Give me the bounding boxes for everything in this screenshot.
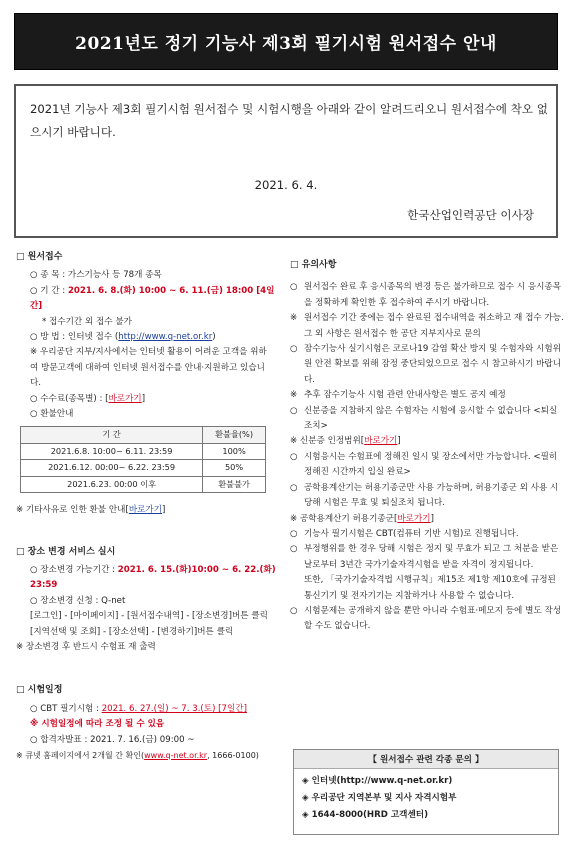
left-column <box>16 250 278 763</box>
item-text: 시험응시는 수험표에 정해진 일시 및 장소에서만 가능합니다. <필히 정해진 시간까지 입실 완료> <box>304 451 558 478</box>
item-bullet: ※ <box>290 313 298 324</box>
qnet-label: ※ 큐넷 홈페이지에서 2개월 간 확인( <box>16 750 145 760</box>
list-item <box>290 280 565 311</box>
table-row <box>21 460 266 476</box>
inquiry-line: ◈ 우리공단 지역본부 및 지사 자격시험부 <box>302 793 457 803</box>
fee-link[interactable]: 바로가기 <box>108 393 142 404</box>
item-bullet: ○ <box>290 282 298 293</box>
other-refund-label: ※ 기타사유로 인한 환불 안내[ <box>16 505 129 516</box>
item-text: 기능사 필기시험은 CBT(컴퓨터 기반 시험)로 진행됩니다. <box>304 528 519 539</box>
inquiry-line: ◈ 1644-8000(HRD 고객센터) <box>302 810 429 820</box>
change-path-2: [지역선택 및 조회] - [장소선택] - [변경하기]버튼 클릭 <box>30 626 234 637</box>
change-note: ※ 장소변경 후 반드시 수험표 재 출력 <box>16 641 156 652</box>
cbt-line <box>16 702 278 717</box>
calculator-line <box>290 512 565 527</box>
item-text: 원서접수 완료 후 응시종목의 변경 등은 불가하므로 접수 시 응시종목을 정확하게 확인한 후 접수하여 주시기 바랍니다. <box>304 282 562 308</box>
refund-rate: 50% <box>203 460 266 476</box>
refund-period: 2021.6.8. 10:00~ 6.11. 23:59 <box>21 443 203 459</box>
branch-note: ※ 우리공단 지부/지사에서는 인터넷 활용이 어려운 고객을 위하여 방문고객에 대하여 인터넷 원서접수를 안내·지원하고 있습니다. <box>30 347 267 389</box>
list-item <box>290 342 565 388</box>
period-note: * 접수기간 외 접수 불가 <box>42 316 132 327</box>
item-text: 잠수기능사 실기시험은 코로나19 감염 확산 방지 및 수험자와 시험위원 안전 확보를 위해 잠정 중단되었으므로 접수 시 참고하시기 바랍니다. <box>304 344 562 385</box>
change-path-1: [로그인] - [마이페이지] - [원서접수내역] - [장소변경]버튼 클릭 <box>30 611 268 622</box>
notice-intro: 2021년 기능사 제3회 필기시험 원서접수 및 시험시행을 아래와 같이 알려드리오니 원서접수에 착오 없으시기 바랍니다. <box>30 102 548 139</box>
item-text: 원서접수 기간 중에는 접수 완료된 접수내역을 취소하고 재 접수 가능. 그 외 사항은 원서접수 한 공단 지부지사로 문의 <box>304 313 564 339</box>
cbt-label: ○ CBT 필기시험 : <box>30 703 102 714</box>
list-item <box>290 542 565 573</box>
item-bullet: ○ <box>290 528 298 539</box>
item-text: 부정행위를 한 경우 당해 시험은 정지 및 무효가 되고 그 처분을 받은 날로부터 3년간 국가기술자격시험을 받을 자격이 정지됩니다. <box>304 544 559 570</box>
fee-end: ] <box>141 393 146 404</box>
qnet-site-link[interactable]: www.q-net.or.kr <box>144 750 208 760</box>
page-title: 2021년도 정기 기능사 제3회 필기시험 원서접수 안내 <box>75 34 497 54</box>
period-line <box>16 284 278 315</box>
fee-label: ○ 수수료(종목별) : [ <box>30 393 109 404</box>
list-item <box>290 388 565 403</box>
refund-header-rate: 환불율(%) <box>203 427 266 443</box>
inquiry-title: 【 원서접수 관련 각종 문의 】 <box>294 750 558 769</box>
cbt-note: ※ 시험일정에 따라 조정 될 수 있음 <box>30 719 165 730</box>
item-bullet: ○ <box>290 544 298 555</box>
table-row <box>21 443 266 459</box>
item-text: 추후 잠수기능사 시험 관련 안내사항은 별도 공지 예정 <box>304 390 506 401</box>
period-value: 2021. 6. 8.(화) 10:00 ~ 6. 11.(금) 18:00 [4일간] <box>30 285 275 312</box>
refund-rate: 환불불가 <box>203 476 266 492</box>
refund-rate: 100% <box>203 443 266 459</box>
calculator-link[interactable]: 바로가기 <box>397 513 431 524</box>
table-row <box>21 476 266 492</box>
item-bullet: ○ <box>290 451 298 462</box>
other-refund-link[interactable]: 바로가기 <box>128 505 163 516</box>
refund-table <box>20 426 266 493</box>
qnet-end: , 1666-0100) <box>207 750 259 760</box>
title-bar <box>14 13 558 70</box>
fee-line <box>16 392 278 407</box>
refund-period: 2021.6.23. 00:00 이후 <box>21 476 203 492</box>
inquiry-line: ◈ 인터넷(http://www.q-net.or.kr) <box>302 776 453 786</box>
id-range-end: ] <box>397 436 401 447</box>
method-label: ○ 방 법 : 인터넷 접수 ( <box>30 332 119 343</box>
list-item <box>290 311 565 342</box>
item-bullet: ○ <box>290 605 298 616</box>
item-bullet: ○ <box>290 482 298 493</box>
list-item <box>290 527 565 542</box>
notice-date: 2021. 6. 4. <box>254 178 318 192</box>
qnet-line <box>16 748 278 763</box>
item-bullet: ※ <box>290 390 298 401</box>
caution-title: □ 유의사항 <box>290 260 337 270</box>
device-rule: 또한, 「국가기술자격법 시행규칙」제15조 제1항 제10호에 규정된 통신기기 및 전자기기는 지참하거나 사용할 수 없습니다. <box>304 575 556 601</box>
item-bullet: ○ <box>290 344 298 355</box>
id-range-label: ※ 신분증 인정범위[ <box>290 436 365 447</box>
notice-box <box>14 84 558 238</box>
list-item <box>290 450 565 481</box>
period-label: ○ 기 간 : <box>30 285 68 296</box>
item-bullet: ○ <box>290 405 298 416</box>
id-range-line <box>290 434 565 449</box>
item-text: 신분증을 지참하지 않은 수험자는 시험에 응시할 수 없습니다 <퇴실 조치> <box>304 405 558 432</box>
other-refund-line <box>16 503 278 518</box>
inquiry-box <box>293 749 559 835</box>
schedule-title: □ 시험일정 <box>16 685 63 696</box>
result-line: ○ 합격자발표 : 2021. 7. 16.(금) 09:00 ~ <box>30 734 195 745</box>
change-period-line <box>16 563 278 594</box>
other-refund-end: ] <box>162 505 166 516</box>
item-text: 공학용계산기는 허용기종군만 사용 가능하며, 허용기종군 외 사용 시 당해 시험은 무효 및 퇴실조치 됩니다. <box>304 482 559 509</box>
right-column <box>290 258 565 635</box>
cbt-value: 2021. 6. 27.(일) ~ 7. 3.(토) [7일간] <box>101 703 247 714</box>
qnet-link[interactable]: http://www.q-net.or.kr <box>118 332 213 343</box>
notice-issuer: 한국산업인력공단 이사장 <box>407 208 534 222</box>
refund-label: ○ 환불안내 <box>30 409 74 420</box>
change-apply: ○ 장소변경 신청 : Q-net <box>30 595 126 606</box>
refund-header-row <box>21 427 266 443</box>
list-item <box>290 404 565 435</box>
reception-title: □ 원서접수 <box>16 252 63 262</box>
item-text: 시험문제는 공개하지 않을 뿐만 아니라 수험표·메모지 등에 별도 작성할 수도 없습니다. <box>304 605 562 632</box>
calculator-end: ] <box>430 513 434 524</box>
refund-period: 2021.6.12. 00:00~ 6.22. 23:59 <box>21 460 203 476</box>
method-line <box>16 330 278 345</box>
change-period-label: ○ 장소변경 가능기간 : <box>30 564 118 575</box>
method-end: ) <box>212 332 216 343</box>
subject-line: ○ 종 목 : 가스기능사 등 78개 종목 <box>30 270 162 281</box>
list-item <box>290 481 565 512</box>
refund-header-period: 기 간 <box>21 427 203 443</box>
id-range-link[interactable]: 바로가기 <box>364 436 398 447</box>
calculator-label: ※ 공학용계산기 허용기종군[ <box>290 513 398 524</box>
change-title: □ 장소 변경 서비스 실시 <box>16 546 116 557</box>
change-period-value: 2021. 6. 15.(화)10:00 ~ 6. 22.(화) 23:59 <box>30 564 276 591</box>
list-item <box>290 604 565 635</box>
